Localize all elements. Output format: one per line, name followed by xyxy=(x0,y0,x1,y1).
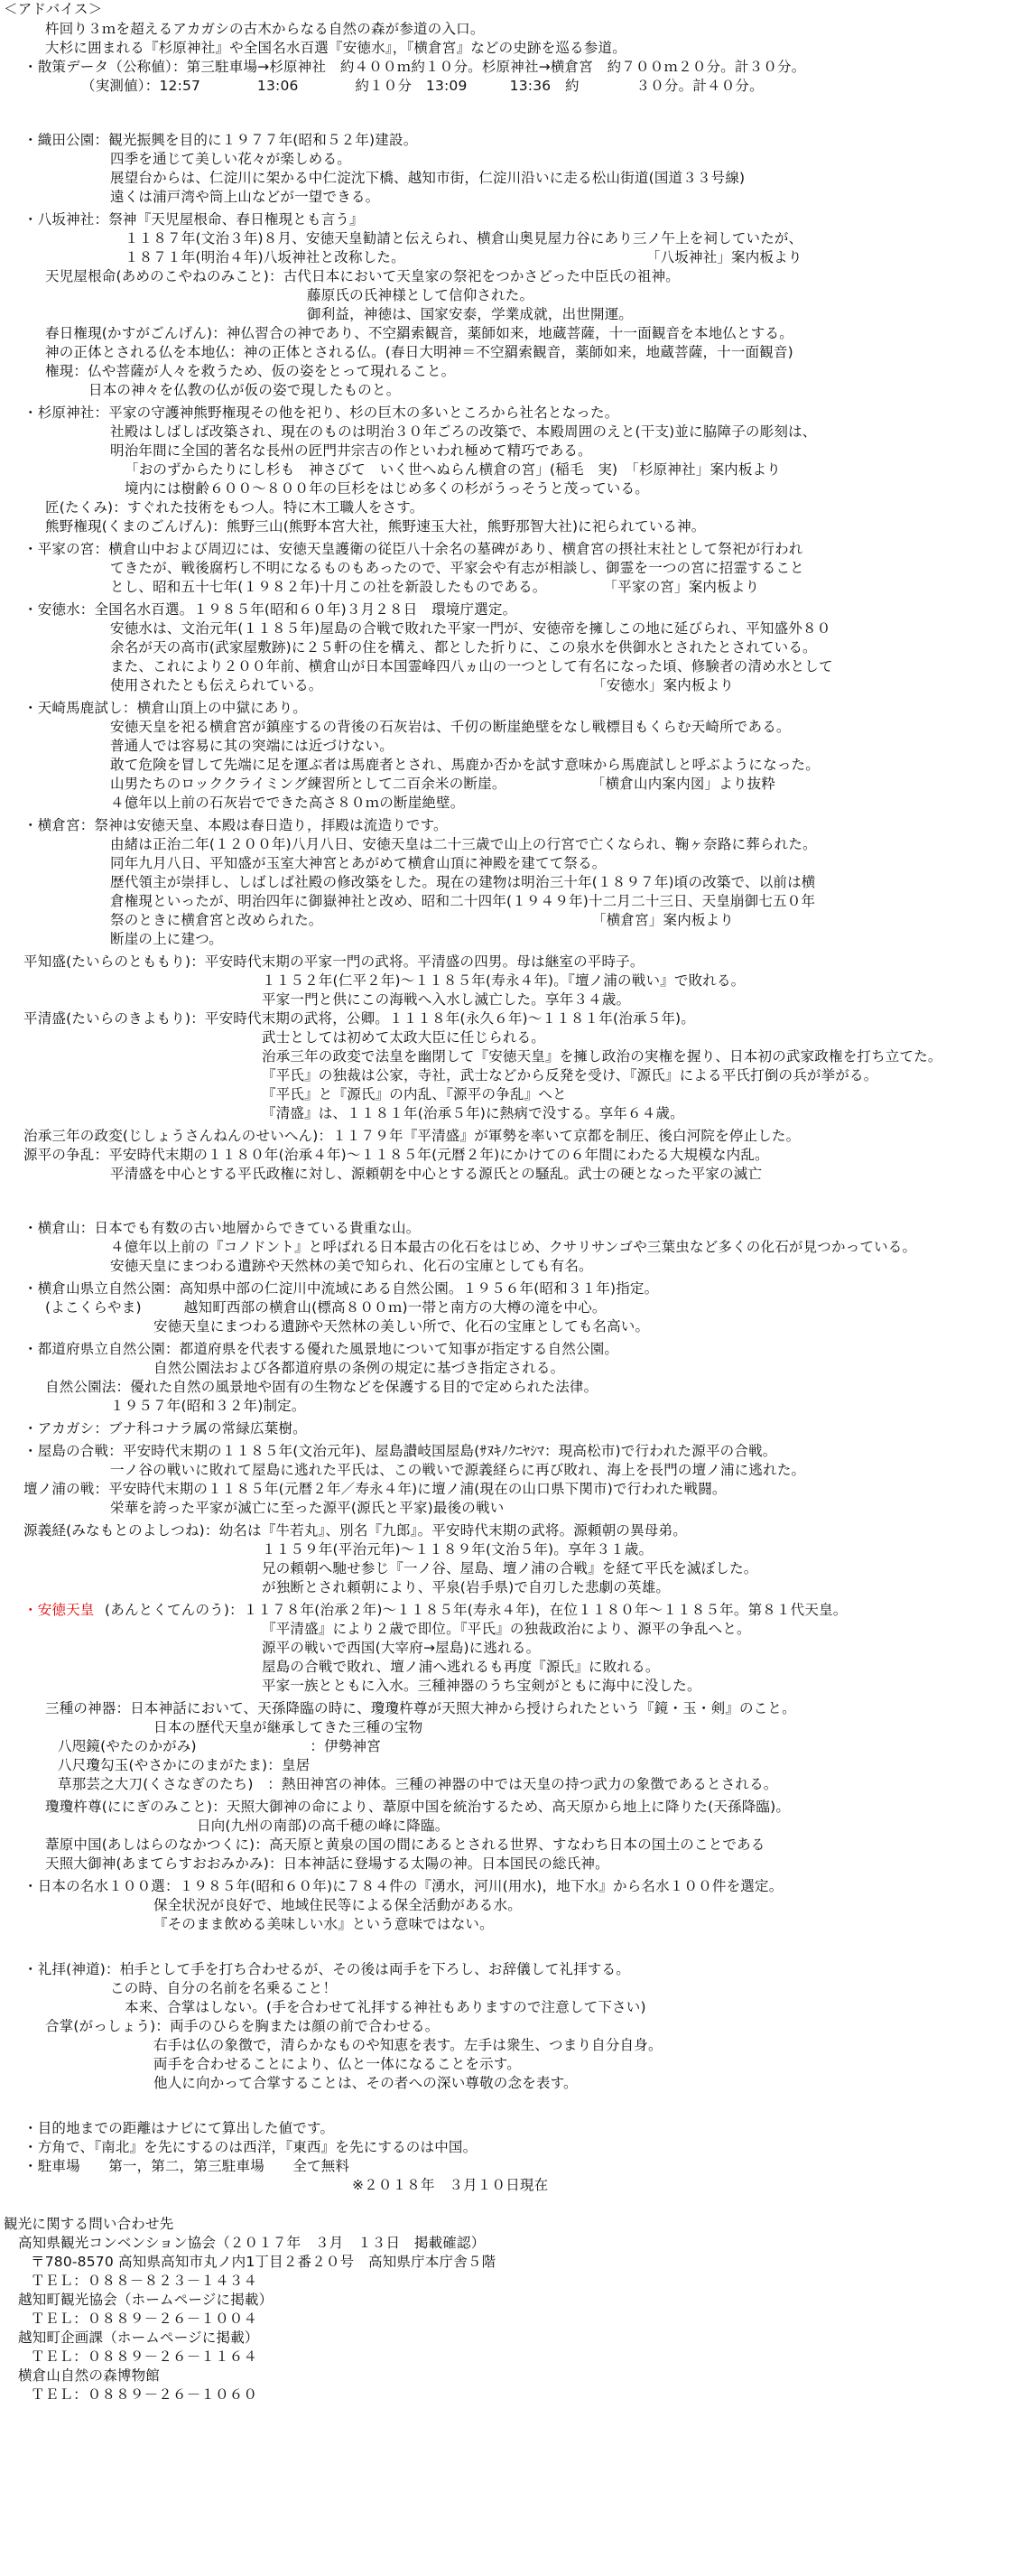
text-line: ・アカガシ：ブナ科コナラ属の常緑広葉樹。 xyxy=(23,1420,307,1437)
text-line: ・杉原神社：平家の守護神熊野権現その他を祀り、杉の巨木の多いところから社名となった。 xyxy=(23,405,619,421)
text-line: ＴＥＬ：０８８９－２６－１００４ xyxy=(31,2311,258,2327)
text-line: 『平氏』の独裁は公家，寺社，武士などから反発を受け、『源氏』による平氏打倒の兵が挙がる。 xyxy=(262,1067,878,1083)
text-line: 平清盛(たいらのきよもり)：平安時代末期の武将，公卿。１１１８年(永久６年)～１１８１年(治承５年)。 xyxy=(23,1010,695,1027)
text-line: 展望台からは、仁淀川に架かる中仁淀沈下橋、越知市街，仁淀川沿いに走る松山街道(国道３３号線) xyxy=(110,170,746,186)
text-line: 山男たちのロッククライミング練習所として二百余米の断崖。 「横倉山内案内図」より抜粋 xyxy=(110,776,776,792)
text-line: 合掌(がっしょう)：両手のひらを胸または顔の前で合わせる。 xyxy=(45,2018,440,2034)
text-line: ・平家の宮：横倉山中および周辺には、安徳天皇護衛の従臣八十余名の墓碑があり、横倉宮の摂社末社として祭祀が行われ xyxy=(23,541,803,557)
text-line: ＜アドバイス＞ xyxy=(4,1,103,17)
text-line: 御利益，神徳は、国家安泰，学業成就，出世開運。 xyxy=(307,306,634,322)
text-line: ・横倉山：日本でも有数の古い地層からできている貴重な山。 xyxy=(23,1220,421,1236)
text-line: 由緒は正治二年(１２００年)八月八日、安徳天皇は二十三歳で山上の行宮で亡くなられ、鞠ヶ奈路に葬られた。 xyxy=(110,836,817,852)
text-line: 平清盛を中心とする平氏政権に対し、源頼朝を中心とする源氏との騒乱。武士の硬となった平家の滅亡 xyxy=(110,1166,763,1182)
text-line: 越知町観光協会（ホームページに掲載） xyxy=(18,2292,274,2308)
text-line: 遠くは浦戸湾や筒上山などが一望できる。 xyxy=(110,189,380,205)
text-line: 『そのまま飲める美味しい水』という意味ではない。 xyxy=(153,1916,494,1932)
text-line: １１５９年(平治元年)～１１８９年(文治５年)。享年３１歳。 xyxy=(262,1541,654,1558)
text-line: 天照大御神(あまてらすおおみかみ)：日本神話に登場する太陽の神。日本国民の総氏神。 xyxy=(45,1855,609,1872)
text-line: 武士としては初めて太政大臣に任じられる。 xyxy=(262,1029,546,1046)
text-line: 『平清盛』により２歳で即位。『平氏』の独裁政治により、源平の争乱へと。 xyxy=(262,1621,751,1637)
text-line: 普通人では容易に其の突端には近づけない。 xyxy=(110,738,394,754)
text-line: 平知盛(たいらのとももり)：平安時代末期の平家一門の武将。平清盛の四男。母は継室の平時子。 xyxy=(23,953,645,970)
text-line: 倉権現といったが、明治四年に御嶽神社と改め、昭和二十四年(１９４９年)十二月二十三日、天皇崩御七五０年 xyxy=(110,893,816,909)
text-line: 『清盛』は、１１８１年(治承５年)に熱病で没する。享年６４歳。 xyxy=(262,1105,684,1121)
text-line: 源義経(みなもとのよしつね)：幼名は『牛若丸』、別名『九郎』。平安時代末期の武将。源頼朝の異母弟。 xyxy=(23,1522,687,1539)
text-line: 保全状況が良好で、地域住民等による保全活動がある水。 xyxy=(153,1897,522,1913)
text-line: 安徳天皇にまつわる遺跡や天然林の美で知られ、化石の宝庫としても有名。 xyxy=(110,1258,593,1274)
text-line: 瓊瓊杵尊(ににぎのみこと)：天照大御神の命により、葦原中国を統治するため、高天原から地上に降りた(天孫降臨)。 xyxy=(45,1799,791,1815)
text-line: ・礼拝(神道)：柏手として手を打ち合わせるが、その後は両手を下ろし、お辞儀して礼拝する。 xyxy=(23,1961,630,1977)
text-line: １９５７年(昭和３２年)制定。 xyxy=(110,1398,306,1414)
text-line: 八咫鏡(やたのかがみ) ：伊勢神宮 xyxy=(58,1738,381,1754)
text-line: ・日本の名水１００選：１９８５年(昭和６０年)に７８４件の『湧水，河川(用水)，地下水』から名水１００件を選定。 xyxy=(23,1878,784,1894)
text-line: ＴＥＬ：０８８９－２６－１０６０ xyxy=(31,2386,258,2403)
text-line: 熊野権現(くまのごんげん)：熊野三山(熊野本宮大社，熊野速玉大社，熊野那智大社)に祀られている神。 xyxy=(45,518,706,535)
text-line: ・八坂神社：祭神『天児屋根命、春日権現とも言う』 xyxy=(23,211,364,228)
text-line: 治承三年の政変(じしょうさんねんのせいへん)：１１７９年『平清盛』が軍勢を率いて京都を制圧、後白河院を停止した。 xyxy=(23,1128,801,1144)
text-line: 壇ノ浦の戦：平安時代末期の１１８５年(元暦２年／寿永４年)に壇ノ浦(現在の山口県下関市)で行われた戦闘。 xyxy=(23,1481,727,1497)
text-line: 三種の神器：日本神話において、天孫降臨の時に、瓊瓊杵尊が天照大神から授けられたという『鏡・玉・剣』のこと。 xyxy=(45,1700,796,1716)
text-line: 権現：仏や菩薩が人々を救うため、仮の姿をとって現れること。 xyxy=(45,363,456,379)
text-line: ・安徳水：全国名水百選。１９８５年(昭和６０年)３月２８日 環境庁選定。 xyxy=(23,601,517,618)
text-line: とし、昭和五十七年(１９８２年)十月この社を新設したものである。 「平家の宮」案内板より xyxy=(110,579,760,595)
text-line: 観光に関する問い合わせ先 xyxy=(4,2216,174,2232)
text-line: 天児屋根命(あめのこやねのみこと)：古代日本において天皇家の祭祀をつかさどった中臣氏の祖神。 xyxy=(45,268,680,284)
text-line: 日向(九州の南部)の高千穂の峰に降臨。 xyxy=(197,1818,450,1834)
text-line: 余名が天の高市(武家屋敷跡)に２５軒の住を構え、都とした折りに、この泉水を供御水とされたとされている。 xyxy=(110,639,817,656)
text-line: 使用されたとも伝えられている。 「安徳水」案内板より xyxy=(110,677,735,693)
text-line: 断崖の上に建つ。 xyxy=(110,931,223,947)
text-line: 同年九月八日、平知盛が玉室大神宮とあがめて横倉山頂に神殿を建てて祭る。 xyxy=(110,855,607,871)
text-line: 平家一門と供にこの海戦へ入水し滅亡した。享年３４歳。 xyxy=(262,991,631,1008)
text-line: 杵回り３ｍを超えるアカガシの古木からなる自然の森が参道の入口。 xyxy=(45,21,485,37)
text-line: 屋島の合戦で敗れ、壇ノ浦へ逃れるも再度『源氏』に敗れる。 xyxy=(262,1659,660,1675)
text-line: ・駐車場 第一，第二，第三駐車場 全て無料 xyxy=(23,2158,350,2174)
text-line: ・方角で、『南北』を先にするのは西洋，『東西』を先にするのは中国。 xyxy=(23,2139,478,2155)
text-line: 四季を通じて美しい花々が楽しめる。 xyxy=(110,151,351,167)
text-line: ・安徳天皇 xyxy=(23,1602,95,1618)
text-line: (よこくらやま) 越知町西部の横倉山(標高８００ｍ)一帯と南方の大樽の滝を中心。 xyxy=(45,1299,607,1316)
text-line: 日本の歴代天皇が継承してきた三種の宝物 xyxy=(153,1719,423,1735)
text-line: 社殿はしばしば改築され、現在のものは明治３０年ごろの改築で、本殿周囲のえと(干支)並に脇障子の彫刻は、 xyxy=(110,423,817,440)
text-line: 「おのずからたりにし杉も 神さびて いく世へぬらん横倉の宮」(稲毛 実) 「杉原神社」案内板より xyxy=(125,461,781,478)
text-line: 神の正体とされる仏を本地仏：神の正体とされる仏。(春日大明神＝不空羂索観音，薬師如来，地蔵菩薩，十一面観音) xyxy=(45,344,793,360)
text-line: この時、自分の名前を名乗ること！ xyxy=(110,1980,338,1996)
text-line: ・横倉宮：祭神は安徳天皇、本殿は春日造り，拝殿は流造りです。 xyxy=(23,817,448,833)
text-line: ＴＥＬ：０８８９－２６－１１６４ xyxy=(31,2348,258,2365)
text-line: ・織田公園：観光振興を目的に１９７７年(昭和５２年)建設。 xyxy=(23,132,418,148)
text-line: 自然公園法：優れた自然の風景地や固有の生物などを保護する目的で定められた法律。 xyxy=(45,1379,598,1395)
text-line: 歴代領主が崇拝し、しばしば社殿の修改築をした。現在の建物は明治三十年(１８９７年)頃の改築で、以前は横 xyxy=(110,874,816,890)
text-line: ４億年以上前の石灰岩でできた高さ８０ｍの断崖絶壁。 xyxy=(110,795,465,811)
text-line: （実測値）：12:57 13:06 約１０分 13:09 13:36 約 ３０分。計４０分。 xyxy=(81,78,764,94)
text-line: (あんとくてんのう)：１１７８年(治承２年)～１１８５年(寿永４年)，在位１１８０年～１１８５年。第８１代天皇。 xyxy=(105,1602,848,1618)
text-line: 兄の頼朝へ馳せ参じ『一ノ谷、屋島、壇ノ浦の合戦』を経て平氏を滅ぼした。 xyxy=(262,1560,758,1576)
text-line: ・屋島の合戦：平安時代末期の１１８５年(文治元年)、屋島讃岐国屋島(ｻﾇｷﾉｸﾆﾔｼﾏ：現高松市)で行われた源平の合戦。 xyxy=(23,1443,777,1459)
text-line: １１８７年(文治３年)８月、安徳天皇勧請と伝えられ、横倉山奥見屋力谷にあり三ノ午上を祠していたが、 xyxy=(125,230,803,246)
text-line: 祭のときに横倉宮と改められた。 「横倉宮」案内板より xyxy=(110,912,735,928)
text-line: ※２０１８年 ３月１０日現在 xyxy=(352,2177,549,2193)
text-line: 横倉山自然の森博物館 xyxy=(18,2367,161,2384)
text-line: 春日権現(かすがごんげん)：神仏習合の神であり、不空羂索観音，薬師如来，地蔵菩薩，十一面観音を本地仏とする。 xyxy=(45,325,793,341)
text-line: 匠(たくみ)：すぐれた技術をもつ人。特に木工職人をさす。 xyxy=(45,499,424,516)
text-line: ・目的地までの距離はナビにて算出した値です。 xyxy=(23,2120,335,2136)
text-line: 越知町企画課（ホームページに掲載） xyxy=(18,2330,259,2346)
text-line: 源平の争乱：平安時代末期の１１８０年(治承４年)～１１８５年(元暦２年)にかけての６年間にわたる大規模な内乱。 xyxy=(23,1147,769,1163)
text-line: 栄華を誇った平家が滅亡に至った源平(源氏と平家)最後の戦い xyxy=(110,1500,505,1516)
text-line: 安徳天皇を祀る横倉宮が鎮座するの背後の石灰岩は、千仞の断崖絶壁をなし戦標目もくらむ天崎所である。 xyxy=(110,719,791,735)
text-line: 一ノ谷の戦いに敗れて屋島に逃れた平氏は、この戦いで源義経らに再び敗れ、海上を長門の壇ノ浦に逃れた。 xyxy=(110,1462,806,1478)
text-line: 八尺瓊勾玉(やさかにのまがたま)：皇居 xyxy=(58,1757,311,1773)
text-line: ＴＥＬ：０８８－８２３－１４３４ xyxy=(31,2273,258,2289)
text-line: 他人に向かって合掌することは、その者への深い尊敬の念を表す。 xyxy=(153,2075,578,2091)
text-line: ・都道府県立自然公園：都道府県を代表する優れた風景地について知事が指定する自然公園。 xyxy=(23,1341,619,1357)
text-line: 治承三年の政変で法皇を幽閉して『安徳天皇』を擁し政治の実権を握り、日本初の武家政権を打ち立てた。 xyxy=(262,1048,942,1065)
text-line: １８７１年(明治４年)八坂神社と改称した。 「八坂神社」案内板より xyxy=(125,249,802,265)
text-line: てきたが、戦後腐朽し不明になるものもあったので、平家会や有志が相談し、御霊を一つの宮に招霊すること xyxy=(110,560,804,576)
text-line: 安徳水は、文治元年(１１８５年)屋島の合戦で敗れた平家一門が、安徳帝を擁しこの地に延びられ、平知盛外８０ xyxy=(110,620,831,637)
text-line: 自然公園法および各都道府県の条例の規定に基づき指定される。 xyxy=(153,1360,565,1376)
text-line: 境内には樹齢６００～８００年の巨杉をはじめ多くの杉がうっそうと茂っている。 xyxy=(125,480,649,497)
text-line: １１５２年(仁平２年)～１１８５年(寿永４年)。『壇ノ浦の戦い』で敗れる。 xyxy=(262,972,746,989)
text-line: また、これにより２００年前、横倉山が日本国霊峰四八ヵ山の一つとして有名になった頃、修験者の清め水として xyxy=(110,658,833,674)
text-line: 大杉に囲まれる『杉原神社』や全国名水百選『安徳水』，『横倉宮』などの史跡を巡る参道。 xyxy=(45,40,626,56)
text-line: ・天崎馬鹿試し：横倉山頂上の中獄にあり。 xyxy=(23,700,308,716)
text-line: 源平の戦いで西国(大宰府→屋島)に逃れる。 xyxy=(262,1640,541,1656)
text-line: 高知県観光コンベンション協会（２０１７年 ３月 １３日 掲載確認） xyxy=(18,2235,486,2251)
text-line: ・横倉山県立自然公園：高知県中部の仁淀川中流域にある自然公園。１９５６年(昭和３１年)指定。 xyxy=(23,1280,659,1297)
text-line: 安徳天皇にまつわる遺跡や天然林の美しい所で、化石の宝庫としても名高い。 xyxy=(153,1318,650,1334)
text-line: 平家一族とともに入水。三種神器のうち宝剣がともに海中に没した。 xyxy=(262,1678,701,1694)
text-line: 〒780-8570 高知県高知市丸ノ内1丁目２番２０号 高知県庁本庁舎５階 xyxy=(31,2254,496,2270)
text-line: 両手を合わせることにより、仏と一体になることを示す。 xyxy=(153,2056,521,2072)
text-line: ４億年以上前の『コノドント』と呼ばれる日本最古の化石をはじめ、クサリサンゴや三葉虫など多くの化石が見つかっている。 xyxy=(110,1239,917,1255)
text-line: ・散策データ（公称値）：第三駐車場→杉原神社 約４００ｍ約１０分。杉原神社→横倉宮 約７００ｍ２０分。計３０分。 xyxy=(23,59,806,75)
text-line: 明治年間に全国的著名な長州の匠門井宗吉の作といわれ極めて精巧である。 xyxy=(110,442,592,459)
text-line: 葦原中国(あしはらのなかつくに)：高天原と黄泉の国の間にあるとされる世界、すなわち日本の国土のことである xyxy=(45,1837,765,1853)
text-line: 日本の神々を仏教の仏が仮の姿で現したものと。 xyxy=(88,382,401,398)
text-line: 本来、合掌はしない。(手を合わせて礼拝する神社もありますので注意して下さい) xyxy=(125,1999,646,2015)
text-line: 藤原氏の氏神様として信仰された。 xyxy=(307,287,534,303)
text-line: が独断とされ頼朝により、平泉(岩手県)で自刃した悲劇の英雄。 xyxy=(262,1579,671,1595)
text-line: 『平氏』と『源氏』の内乱、『源平の争乱』へと xyxy=(262,1086,567,1102)
text-line: 右手は仏の象徴で，清らかなものや知恵を表す。左手は衆生、つまり自分自身。 xyxy=(153,2037,663,2053)
text-line: 敢て危険を冒して先端に足を運ぶ者は馬鹿者とされ、馬鹿か否かを試す意味から馬鹿試しと呼ぶようになった。 xyxy=(110,757,820,773)
text-line: 草那芸之大刀(くさなぎのたち) ：熱田神宮の神体。三種の神器の中では天皇の持つ武力の象徴であるとされる。 xyxy=(58,1776,778,1792)
